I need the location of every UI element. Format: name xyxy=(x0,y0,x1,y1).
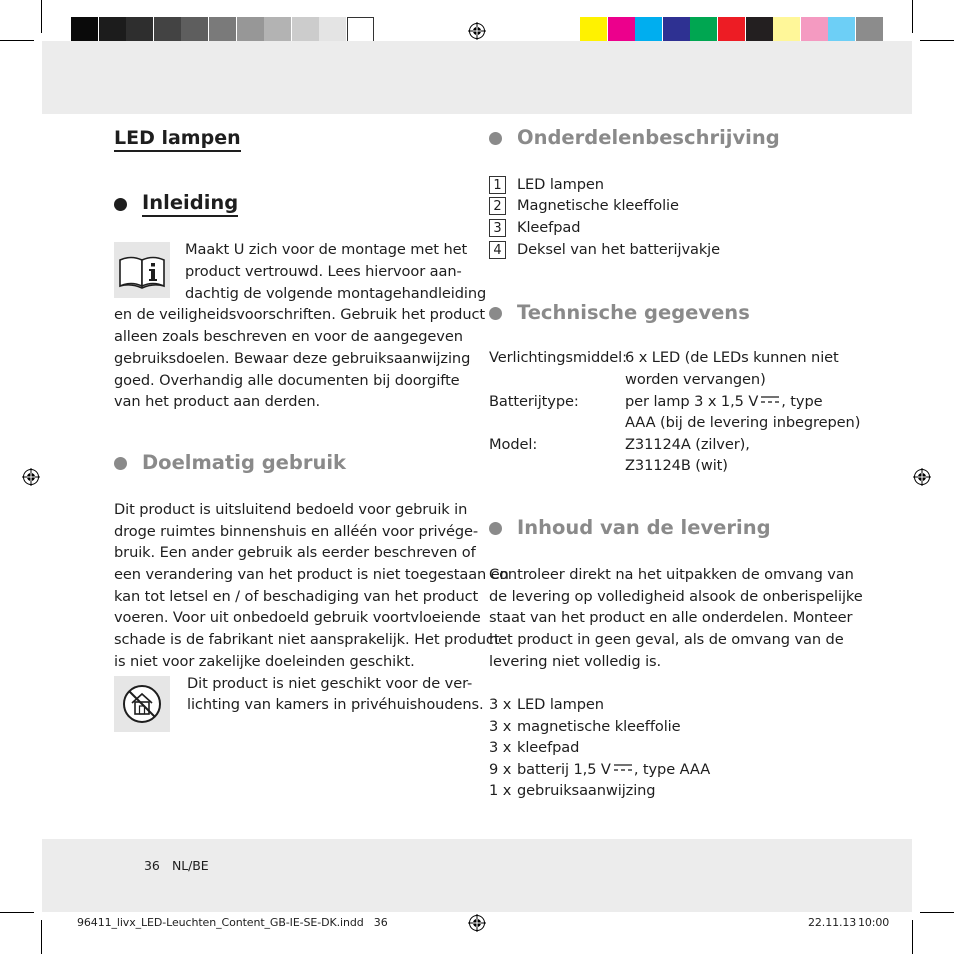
inhoud-line: de levering op volledigheid alsook de onberispelijke xyxy=(489,588,863,605)
doelmatig-line: droge ruimtes binnenshuis en alléén voor privége- xyxy=(114,523,479,540)
part-label: Kleefpad xyxy=(517,219,581,236)
doelmatig-line: Dit product is uitsluitend bedoeld voor gebruik in xyxy=(114,501,468,518)
dc-symbol-icon xyxy=(612,763,634,773)
registration-target-icon xyxy=(468,914,486,932)
heading-bullet xyxy=(489,522,502,535)
spec-value xyxy=(625,391,823,413)
heading-bullet xyxy=(114,457,127,470)
crop-mark-bl-v xyxy=(41,920,42,954)
section-title: LED lampen xyxy=(114,127,241,152)
registration-target-icon xyxy=(468,22,486,40)
crop-mark-tr-h xyxy=(920,40,954,41)
delivery-qty: 3 x xyxy=(489,739,512,756)
delivery-item-suffix: , type AAA xyxy=(633,761,711,778)
crop-mark-tl-v xyxy=(41,0,42,33)
inleiding-line: van het product aan derden. xyxy=(114,393,321,410)
crop-mark-bl-h xyxy=(0,912,34,913)
spec-value-text: per lamp 3 x 1,5 V xyxy=(625,393,759,410)
inhoud-line: Controleer direkt na het uitpakken de omvang van xyxy=(489,566,854,583)
delivery-item xyxy=(517,759,710,781)
doelmatig-line: is niet voor zakelijke doeleinden geschikt. xyxy=(114,653,415,670)
delivery-item: magnetische kleeffolie xyxy=(517,718,681,735)
delivery-qty: 1 x xyxy=(489,782,512,799)
technisch-heading: Technische gegevens xyxy=(517,301,750,324)
delivery-item-text: batterij 1,5 V xyxy=(517,761,611,778)
heading-bullet xyxy=(489,132,502,145)
inleiding-line: Maakt U zich voor de montage met het xyxy=(185,241,468,258)
delivery-item: kleefpad xyxy=(517,739,580,756)
delivery-qty: 9 x xyxy=(489,761,512,778)
crop-mark-tl-h xyxy=(0,40,34,41)
heading-bullet xyxy=(489,307,502,320)
spec-label: Verlichtingsmiddel: xyxy=(489,349,627,366)
part-number: 1 xyxy=(489,176,506,194)
delivery-qty: 3 x xyxy=(489,696,512,713)
page-number: 36 xyxy=(144,858,160,873)
dc-symbol-icon xyxy=(759,395,781,405)
doelmatig-note-line: Dit product is niet geschikt voor de ver- xyxy=(187,675,473,692)
spec-label: Model: xyxy=(489,436,538,453)
part-label: Magnetische kleeffolie xyxy=(517,197,679,214)
doelmatig-note-line: lichting van kamers in privéhuishoudens. xyxy=(187,696,484,713)
spec-label: Batterijtype: xyxy=(489,393,579,410)
doelmatig-line: een verandering van het product is niet toegestaan en xyxy=(114,566,509,583)
inleiding-line: goed. Overhandig alle documenten bij doorgifte xyxy=(114,372,460,389)
inleiding-line: en de veiligheidsvoorschriften. Gebruik het product xyxy=(114,306,486,323)
part-number: 4 xyxy=(489,241,506,259)
doelmatig-line: bruik. Een ander gebruik als eerder beschreven of xyxy=(114,544,476,561)
inhoud-line: het product in geen geval, als de omvang van de xyxy=(489,631,844,648)
inhoud-heading: Inhoud van de levering xyxy=(517,516,771,539)
spec-value: AAA (bij de levering inbegrepen) xyxy=(625,414,861,431)
heading-bullet xyxy=(114,198,127,211)
print-slug-file: 96411_livx_LED-Leuchten_Content_GB-IE-SE-DK.indd 36 xyxy=(77,916,388,929)
info-book-icon xyxy=(114,242,170,298)
doelmatig-line: kan tot letsel en / of beschadiging van het product xyxy=(114,588,479,605)
crop-mark-br-h xyxy=(920,912,954,913)
no-home-lighting-icon xyxy=(114,676,170,732)
inleiding-line: alleen zoals beschreven en voor de aangegeven xyxy=(114,328,463,345)
doelmatig-line: voeren. Voor uit onbedoeld gebruik voortvloeiende xyxy=(114,609,481,626)
inleiding-line: dachtig de volgende montagehandleiding xyxy=(185,285,487,302)
delivery-item: LED lampen xyxy=(517,696,604,713)
inleiding-heading: Inleiding xyxy=(142,192,238,217)
spec-value-suffix: , type xyxy=(781,393,823,410)
spec-value: worden vervangen) xyxy=(625,371,766,388)
doelmatig-line: schade is de fabrikant niet aansprakelijk. Het product xyxy=(114,631,500,648)
crop-mark-tr-v xyxy=(912,0,913,33)
inleiding-line: gebruiksdoelen. Bewaar deze gebruiksaanwijzing xyxy=(114,350,471,367)
inhoud-line: staat van het product en alle onderdelen. Monteer xyxy=(489,609,853,626)
spec-value: Z31124A (zilver), xyxy=(625,436,750,453)
spec-value: 6 x LED (de LEDs kunnen niet xyxy=(625,349,839,366)
part-number: 2 xyxy=(489,197,506,215)
part-label: Deksel van het batterijvakje xyxy=(517,241,721,258)
part-number: 3 xyxy=(489,219,506,237)
registration-target-icon xyxy=(913,468,931,486)
inleiding-line: product vertrouwd. Lees hiervoor aan- xyxy=(185,263,462,280)
delivery-qty: 3 x xyxy=(489,718,512,735)
delivery-item: gebruiksaanwijzing xyxy=(517,782,656,799)
spec-value: Z31124B (wit) xyxy=(625,457,728,474)
onderdelen-heading: Onderdelenbeschrijving xyxy=(517,126,780,149)
header-band xyxy=(42,41,912,114)
crop-mark-br-v xyxy=(912,920,913,954)
doelmatig-heading: Doelmatig gebruik xyxy=(142,451,347,474)
inhoud-line: levering niet volledig is. xyxy=(489,653,662,670)
registration-target-icon xyxy=(22,468,40,486)
print-slug-date: 22.11.13 xyxy=(808,916,857,929)
page-locale: NL/BE xyxy=(172,858,209,873)
print-slug-time: 10:00 xyxy=(858,916,890,929)
part-label: LED lampen xyxy=(517,176,604,193)
